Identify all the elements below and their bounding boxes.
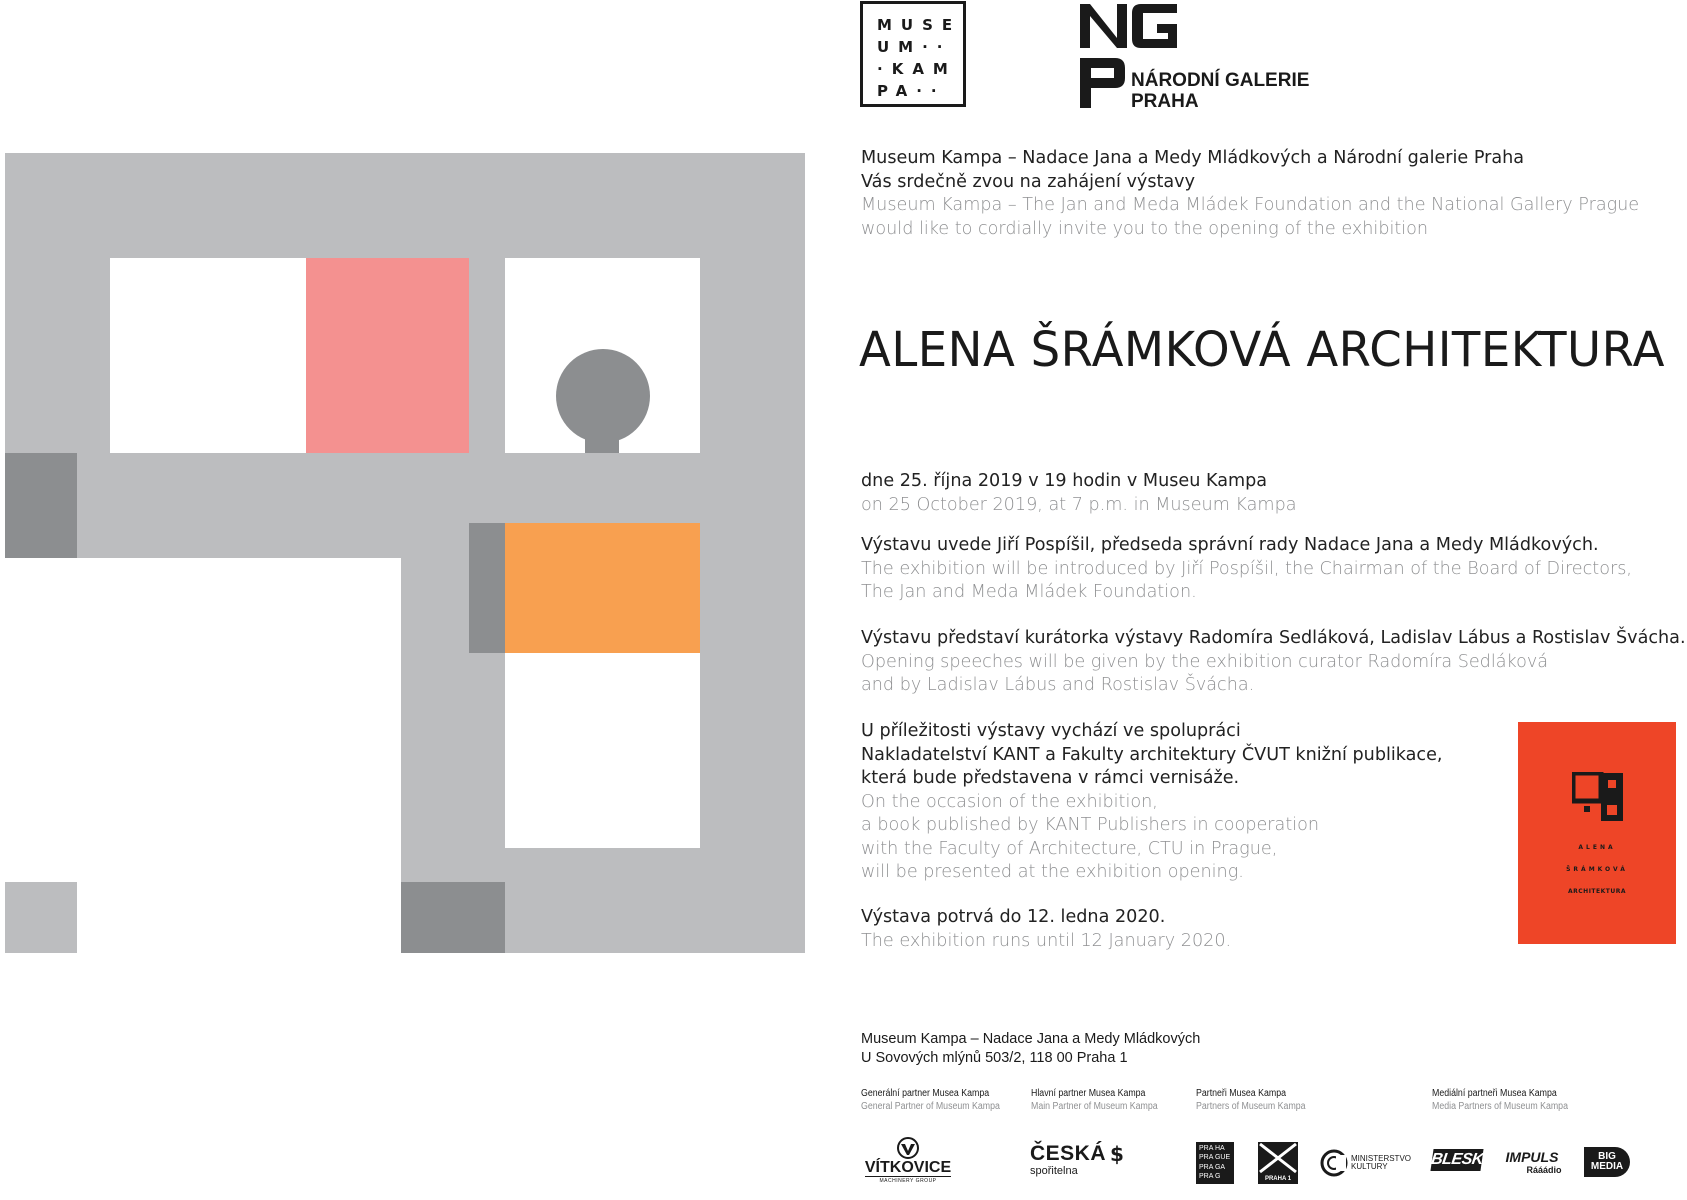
partners-cz: Partneři Musea Kampa bbox=[1196, 1088, 1287, 1099]
ngp-logo-text bbox=[1131, 70, 1309, 112]
media-partners-label bbox=[1432, 1087, 1568, 1113]
ministry-line1: MINISTERSTVO bbox=[1351, 1154, 1412, 1163]
invitation-cz-line2: Vás srdečně zvou na zahájení výstavy bbox=[861, 171, 1195, 192]
praha1-cross-icon bbox=[1258, 1142, 1298, 1174]
logo-row: MUSE bbox=[877, 16, 962, 34]
dark-gray-block-bottom bbox=[401, 882, 505, 953]
book-cover-emblem-icon bbox=[1572, 772, 1626, 822]
ministerstvo-kultury-logo bbox=[1320, 1148, 1416, 1178]
publication-cz-line3: která bude představena v rámci vernisáže. bbox=[861, 768, 1240, 788]
prague-row: PRA HA bbox=[1199, 1144, 1225, 1152]
intro-block bbox=[861, 534, 1632, 605]
white-rectangle-lower bbox=[505, 653, 700, 848]
address-block bbox=[861, 1030, 1200, 1068]
invitation-block bbox=[861, 147, 1639, 241]
praha1-name: PRAHA 1 bbox=[1264, 1176, 1292, 1182]
publication-en-line3: with the Faculty of Architecture, CTU in Prague, bbox=[861, 838, 1278, 859]
duration-block bbox=[861, 906, 1231, 953]
intro-en-line1: The exhibition will be introduced by Jiří Pospíšil, the Chairman of the Board of Directors, bbox=[861, 558, 1632, 579]
prague-row: PRA GUE bbox=[1199, 1154, 1231, 1162]
white-square-top-left bbox=[110, 258, 306, 453]
media-partners-cz: Mediální partneři Musea Kampa bbox=[1432, 1088, 1557, 1099]
logo-row: UM·· bbox=[877, 38, 952, 56]
intro-en-line2: The Jan and Meda Mládek Foundation. bbox=[861, 582, 1197, 602]
gray-circle bbox=[556, 349, 650, 443]
bigmedia-line1: BIG bbox=[1598, 1151, 1616, 1162]
prague-row: PRA GA bbox=[1199, 1163, 1226, 1171]
impuls-name: IMPULS bbox=[1505, 1148, 1559, 1165]
impuls-sub: Rááádio bbox=[1526, 1164, 1562, 1175]
book-title-line3: ARCHITEKTURA bbox=[1568, 888, 1626, 895]
praha1-logo bbox=[1258, 1142, 1298, 1184]
vitkovice-sub: MACHINERY GROUP bbox=[879, 1177, 937, 1184]
intro-cz: Výstavu uvede Jiří Pospíšil, předseda správní rady Nadace Jana a Medy Mládkových. bbox=[861, 535, 1599, 555]
sporitelna-symbol-icon: $ bbox=[1110, 1142, 1124, 1166]
partners-en: Partners of Museum Kampa bbox=[1196, 1101, 1306, 1112]
blesk-name: BLESK bbox=[1430, 1151, 1485, 1168]
blesk-logo bbox=[1430, 1149, 1483, 1171]
general-partner-cz: Generální partner Musea Kampa bbox=[861, 1088, 990, 1099]
logo-row: PA·· bbox=[877, 82, 946, 100]
ceska-row bbox=[1030, 1143, 1124, 1165]
date-en: on 25 October 2019, at 7 p.m. in Museum Kampa bbox=[861, 494, 1297, 515]
impuls-logo bbox=[1498, 1146, 1566, 1178]
ceska-name: ČESKÁ bbox=[1030, 1142, 1107, 1165]
ministry-emblem-icon bbox=[1320, 1149, 1348, 1177]
main-partner-label bbox=[1031, 1087, 1158, 1113]
prague-city-logo bbox=[1196, 1142, 1234, 1184]
vitkovice-emblem-icon bbox=[896, 1137, 920, 1159]
ceska-sporitelna-logo bbox=[1030, 1140, 1126, 1180]
main-partner-cz: Hlavní partner Musea Kampa bbox=[1031, 1088, 1146, 1099]
ministry-text bbox=[1351, 1155, 1411, 1171]
general-partner-en: General Partner of Museum Kampa bbox=[861, 1101, 1000, 1112]
book-title-line1: ALENA bbox=[1578, 844, 1616, 851]
speeches-en-line1: Opening speeches will be given by the exhibition curator Radomíra Sedláková bbox=[861, 651, 1549, 672]
abstract-architectural-composition bbox=[0, 0, 820, 960]
partners-label bbox=[1196, 1087, 1306, 1113]
orange-rectangle bbox=[505, 523, 700, 653]
dark-gray-strip bbox=[469, 523, 505, 653]
publication-en-line4: will be presented at the exhibition opening. bbox=[861, 862, 1244, 882]
bigmedia-line2: MEDIA bbox=[1590, 1161, 1624, 1172]
speeches-cz: Výstavu představí kurátorka výstavy Radomíra Sedláková, Ladislav Lábus a Rostislav Švácha. bbox=[861, 628, 1686, 648]
book-cover bbox=[1518, 722, 1676, 944]
address-line2: U Sovových mlýnů 503/2, 118 00 Praha 1 bbox=[861, 1050, 1128, 1066]
pink-square bbox=[306, 258, 469, 453]
duration-en: The exhibition runs until 12 January 2020. bbox=[861, 930, 1232, 951]
ngp-name-line2: PRAHA bbox=[1131, 91, 1199, 112]
duration-cz: Výstava potrvá do 12. ledna 2020. bbox=[861, 907, 1166, 927]
book-title-line2: ŠRÁMKOVÁ bbox=[1566, 866, 1628, 873]
invitation-cz-line1: Museum Kampa – Nadace Jana a Medy Mládkových a Národní galerie Praha bbox=[861, 148, 1525, 168]
publication-cz-line1: U příležitosti výstavy vychází ve spolupráci bbox=[861, 721, 1241, 741]
vitkovice-logo bbox=[860, 1134, 956, 1186]
invitation-en-line1: Museum Kampa – The Jan and Meda Mládek Foundation and the National Gallery Prague bbox=[861, 195, 1640, 215]
general-partner-label bbox=[861, 1087, 1000, 1113]
dark-gray-block-left bbox=[5, 453, 77, 558]
invitation-en-line2: would like to cordially invite you to the opening of the exhibition bbox=[861, 218, 1429, 239]
address-line1: Museum Kampa – Nadace Jana a Medy Mládkových bbox=[861, 1031, 1201, 1047]
publication-block bbox=[861, 720, 1443, 885]
exhibition-title: ALENA ŠRÁMKOVÁ ARCHITEKTURA bbox=[859, 322, 1665, 378]
gray-small-block-bottom bbox=[5, 882, 77, 953]
media-partners-en: Media Partners of Museum Kampa bbox=[1432, 1101, 1568, 1112]
publication-en-line1: On the occasion of the exhibition, bbox=[861, 791, 1158, 812]
vitkovice-name: VÍTKOVICE bbox=[864, 1158, 952, 1176]
prague-row: PRA G bbox=[1199, 1173, 1221, 1181]
ngp-name-line1: NÁRODNÍ GALERIE bbox=[1131, 70, 1310, 91]
publication-cz-line2: Nakladatelství KANT a Fakulty architektury ČVUT knižní publikace, bbox=[861, 744, 1443, 765]
speeches-block bbox=[861, 627, 1686, 698]
sporitelna-name: spořitelna bbox=[1030, 1165, 1078, 1177]
museum-kampa-logo bbox=[860, 1, 966, 107]
date-cz: dne 25. října 2019 v 19 hodin v Museu Kampa bbox=[861, 471, 1268, 491]
publication-en-line2: a book published by KANT Publishers in cooperation bbox=[861, 815, 1320, 835]
logo-row: ·KAM bbox=[877, 60, 957, 78]
ministry-line2: KULTURY bbox=[1351, 1162, 1388, 1171]
main-partner-en: Main Partner of Museum Kampa bbox=[1031, 1101, 1158, 1112]
speeches-en-line2: and by Ladislav Lábus and Rostislav Švácha. bbox=[861, 675, 1255, 695]
big-media-logo bbox=[1584, 1147, 1630, 1177]
date-block bbox=[861, 470, 1297, 517]
